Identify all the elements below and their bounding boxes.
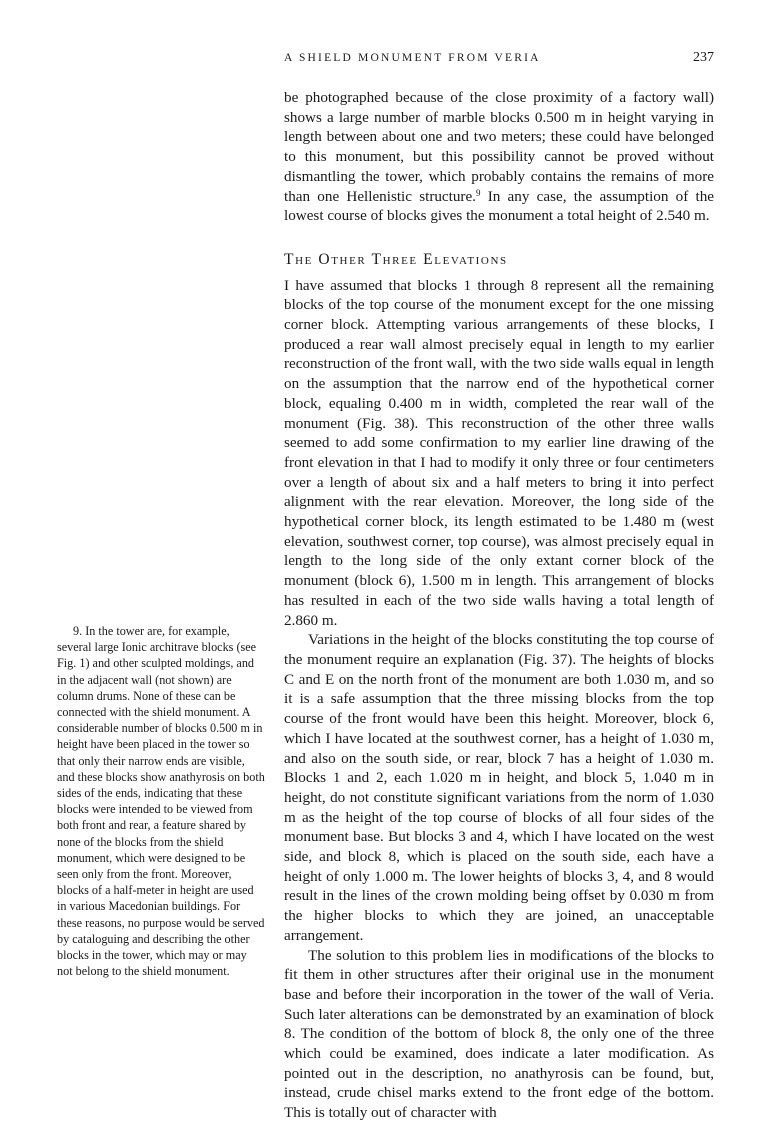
main-text-column	[284, 88, 714, 1123]
body-paragraph-4: The solution to this problem lies in modifications of the blocks to fit them in other structures after their original use in the monument base and before their incorporation in the tower of the wall of Veria. Such later alterations can be demonstrated by an examination of block 8. The condition of the bottom of block 8, the only one of the three which could be examined, does indicate a later modification. As pointed out in the description, no anathyrosis can be found, but, instead, crude chisel marks extend to the front edge of the bottom. This is totally out of character with	[284, 946, 714, 1122]
body-paragraph-3: Variations in the height of the blocks constituting the top course of the monument require an explanation (Fig. 37). The heights of blocks C and E on the north front of the monument are both 1.030 m, and so it is a safe assumption that the three missing blocks from the top course of the front would have been this height. Moreover, block 6, which I have located at the southwest corner, has a height of 1.030 m, and also on the south side, or rear, block 7 has a height of 1.030 m. Blocks 1 and 2, each 1.020 m in height, and block 5, 1.040 m in height, do not constitute significant variations from the norm of 1.030 m as the height of the top course of blocks of all four sides of the monument base. But blocks 3 and 4, which I have located on the west side, and block 8, which is placed on the south side, each have a height of only 1.000 m. The lower heights of blocks 3, 4, and 8 would result in the lines of the crown molding being offset by 0.030 m from the higher blocks to which they are joined, an unacceptable arrangement.	[284, 631, 714, 944]
running-head	[284, 52, 714, 72]
footnote-marker: 9	[475, 187, 481, 198]
body-paragraph-2: I have assumed that blocks 1 through 8 represent all the remaining blocks of the top course of the monument except for the one missing corner block. Attempting various arrangements of these blocks, I produced a rear wall almost precisely equal in length to my earlier reconstruction of the front wall, with the two side walls equal in length on the assumption that the narrow end of the hypothetical corner block, equaling 0.400 m in width, completed the rear wall of the monument (Fig. 38). This reconstruction of the other three walls seemed to add some confirmation to my earlier line drawing of the front elevation in that I had to modify it only three or four centimeters over a length of about six and a half meters to bring it into perfect alignment with the rear elevation. Moreover, the long side of the hypothetical corner block, its length estimated to be 1.480 m (west elevation, southwest corner, top course), was almost precisely equal in length to the long side of the only extant corner block of the monument (block 6), 1.500 m in length. This arrangement of blocks has resulted in each of the two side walls having a total length of 2.860 m.	[284, 276, 714, 629]
body-paragraph-1	[284, 88, 714, 226]
footnote-text: 9. In the tower are, for example, several large Ionic architrave blocks (see Fig. 1) and other sculpted moldings, and in the adjacent wall (not shown) are column drums. None of these can be connected with the shield monument. A considerable number of blocks 0.500 m in height have been placed in the tower so that only their narrow ends are visible, and these blocks show anathyrosis on both sides of the ends, indicating that these blocks were intended to be viewed from both front and rear, a feature shared by none of the blocks from the shield monument, which were designed to be seen only from the front. Moreover, blocks of a half-meter in height are used in various Macedonian buildings. For these reasons, no purpose would be served by cataloguing and describing the other blocks in the tower, which may or may not belong to the shield monument.	[57, 624, 265, 979]
running-title: A SHIELD MONUMENT FROM VERIA	[284, 52, 541, 64]
body-paragraph-1-continuation: In any case, the assumption of the lowest course of blocks gives the monument a total height of 2.540 m.	[284, 187, 715, 225]
page-number: 237	[693, 50, 714, 65]
section-heading: The Other Three Elevations	[284, 250, 508, 268]
footnote-9	[57, 623, 265, 979]
body-paragraph-1-text: be photographed because of the close proximity of a factory wall) shows a large number of marble blocks 0.500 m in height varying in length between about one and two meters; these could have belonged to this monument, but this possibility cannot be proved without dismantling the tower, which probably contains the remains of more than one Hellenistic structure.	[284, 89, 714, 205]
